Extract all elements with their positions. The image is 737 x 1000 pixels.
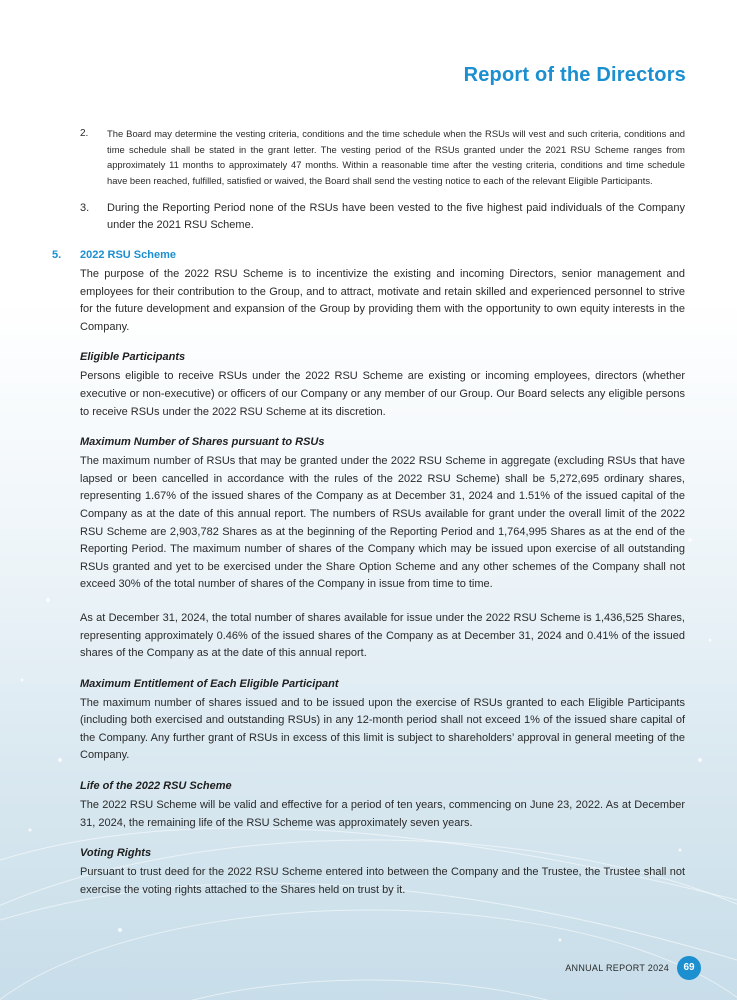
section-number: 5. (52, 249, 62, 261)
list-item-text: During the Reporting Period none of the RSUs have been vested to the five highest paid individuals of the Company under the 2021 RSU Scheme. (107, 202, 685, 231)
list-item-text: The Board may determine the vesting criteria, conditions and the time schedule when the RSUs will vest and such criteria, conditions and time schedule shall be stated in the grant letter. The vesting period of the RSUs granted under the 2021 RSU Scheme ranges from approximately 11 months to approximately 47 months. Within a reasonable time after the vesting criteria, conditions and time schedule have been reached, fulfilled, satisfied or waived, the Board shall send the vesting notice to each of the relevant Eligible Participants. (107, 128, 685, 186)
subheading-maximum-shares: Maximum Number of Shares pursuant to RSUs (80, 436, 325, 449)
page-header-title: Report of the Directors (463, 64, 686, 86)
list-item-3 (0, 200, 737, 234)
voting-rights-text: Pursuant to trust deed for the 2022 RSU Scheme entered into between the Company and the Trustee, the Trustee shall not exercise the voting rights attached to the Shares held on trust by it. (80, 866, 685, 896)
page-number-badge: 69 (677, 956, 701, 980)
shares-available-text: As at December 31, 2024, the total number of shares available for issue under the 2022 RSU Scheme is 1,436,525 Shares, representing approximately 0.46% of the issued shares of the Company as at December 31, 2024 and 0.41% of the issued shares of the Company as at the date of this annual report. (80, 611, 685, 660)
subheading-voting-rights: Voting Rights (80, 847, 152, 860)
list-number: 2. (80, 128, 89, 139)
list-item-2 (0, 126, 737, 188)
section-intro: The purpose of the 2022 RSU Scheme is to incentivize the existing and incoming Directors, senior management and employees for their contribution to the Group, and to attract, motivate and retain skilled and experienced personnel to strive for the future development and expansion of the Group by providing them with the opportunity to own equity interests in the Company. (80, 268, 685, 333)
footer-report-label: ANNUAL REPORT 2024 (565, 963, 669, 973)
list-number: 3. (80, 202, 90, 214)
subheading-eligible-participants: Eligible Participants (80, 351, 186, 364)
eligible-participants-text: Persons eligible to receive RSUs under the 2022 RSU Scheme are existing or incoming employees, directors (whether executive or non-executive) or officers of our Company or any member of our Group. Our Board selects any eligible persons to receive RSUs under the 2022 RSU Scheme at its discretion. (80, 370, 685, 418)
maximum-entitlement-text: The maximum number of shares issued and to be issued upon the exercise of RSUs granted to each Eligible Participants (including both exercised and outstanding RSUs) in any 12-month period shall not exceed 1% of the issued share capital of the Company. Any further grant of RSUs in excess of this limit is subject to shareholders’ approval in general meeting of the Company. (80, 696, 685, 762)
scheme-life-text: The 2022 RSU Scheme will be valid and effective for a period of ten years, commencing on June 23, 2022. As at December 31, 2024, the remaining life of the RSU Scheme was approximately seven years. (80, 799, 685, 829)
subheading-maximum-entitlement: Maximum Entitlement of Each Eligible Participant (80, 677, 339, 690)
maximum-shares-text: The maximum number of RSUs that may be granted under the 2022 RSU Scheme in aggregate (excluding RSUs that have lapsed or been cancelled in accordance with the rules of the 2022 RSU Scheme) shall be 5,272,695 ordinary shares, representing 1.67% of the issued shares of the Company as at December 31, 2024 and 1.51% of the issued capital of the Company as at the date of this annual report. The numbers of RSUs available for grant under the overall limit of the 2022 RSU Scheme are 2,903,782 Shares as at the beginning of the Reporting Period and 1,764,995 Shares as at the end of the Reporting Period. The maximum number of shares of the Company which may be issued upon exercise of all outstanding RSUs granted and yet to be exercised under the Share Option Scheme and any other schemes of the Company shall not exceed 30% of the total number of shares of the Company in issue from time to time. (80, 455, 685, 591)
subheading-scheme-life: Life of the 2022 RSU Scheme (80, 780, 232, 793)
section-title: 2022 RSU Scheme (80, 249, 176, 261)
section-2022-rsu-scheme (0, 247, 737, 899)
content-body (0, 126, 737, 899)
